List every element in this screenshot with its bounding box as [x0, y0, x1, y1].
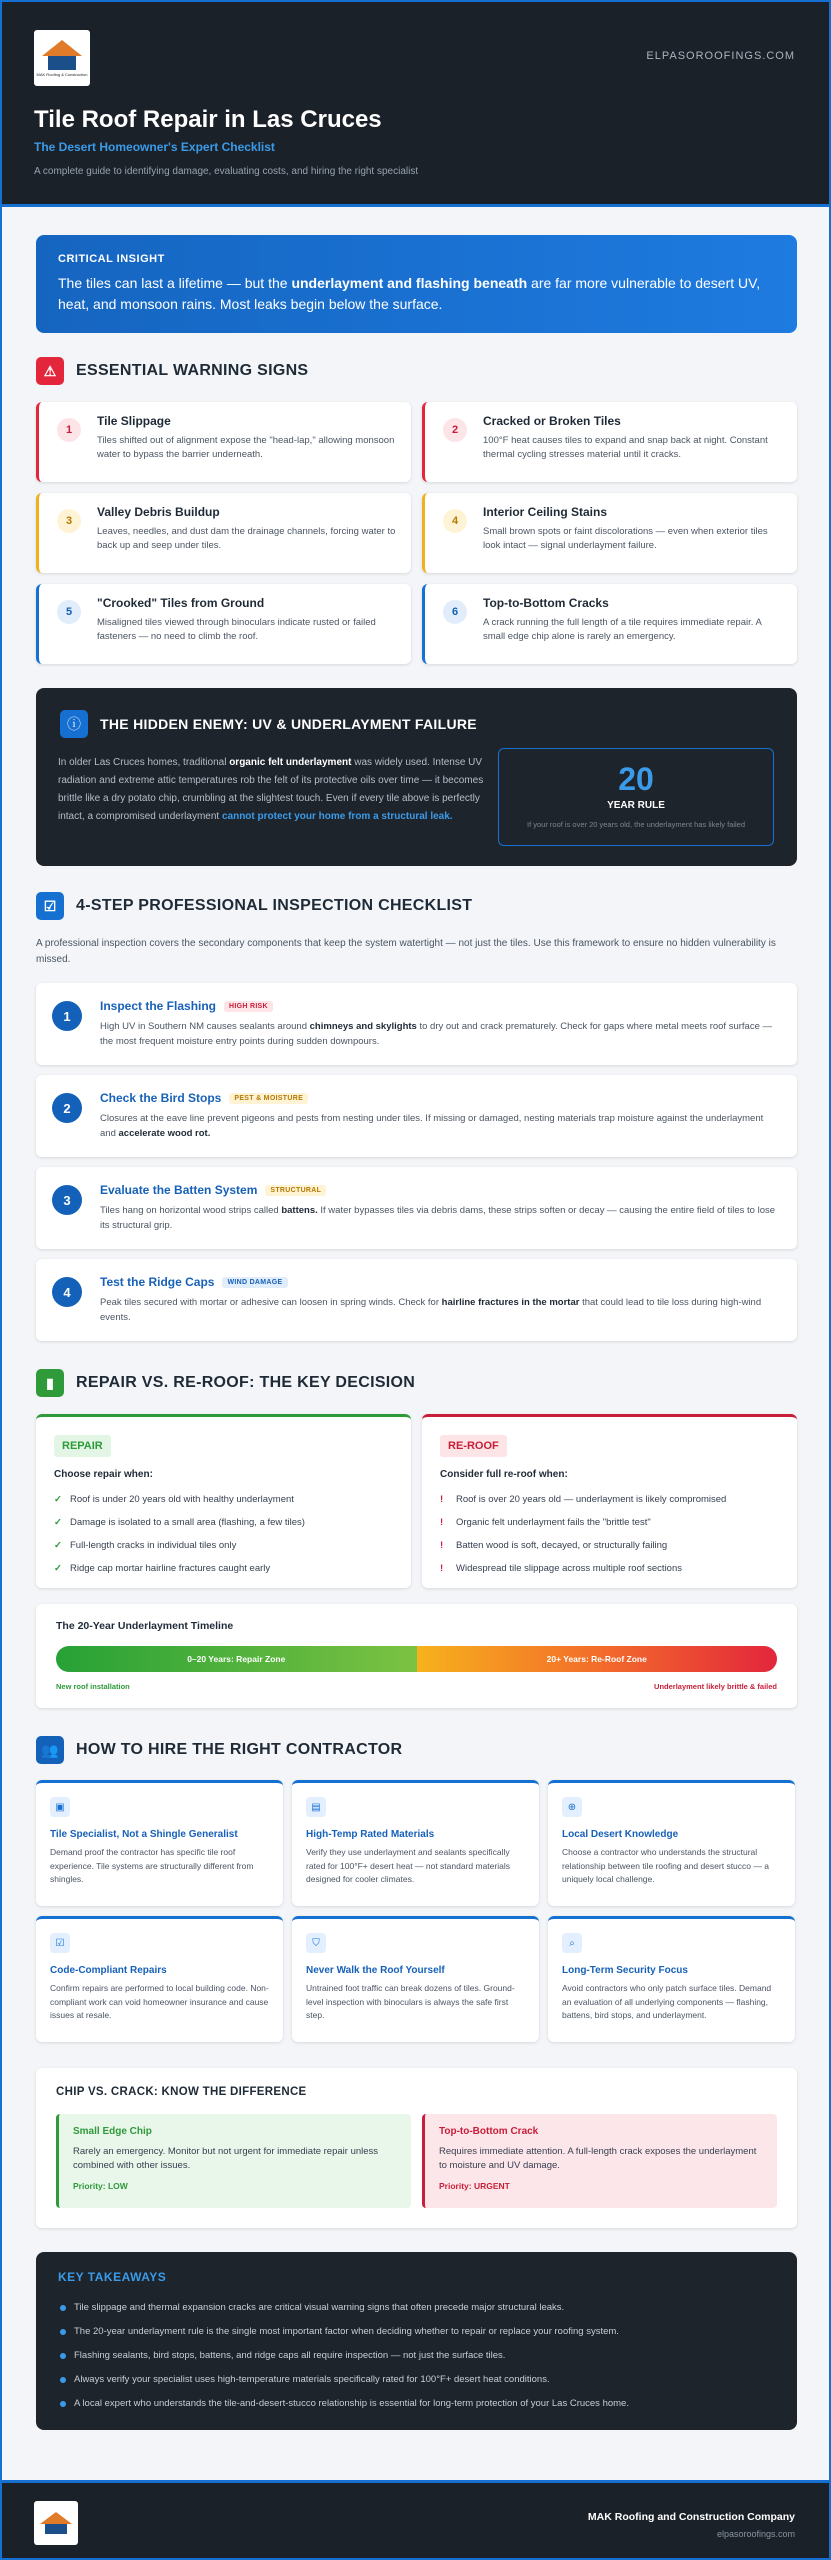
repair-criterion: ✓ Roof is under 20 years old with healthy underlayment	[54, 1488, 393, 1511]
year-rule-number: 20	[618, 761, 654, 797]
repair-zone-segment: 0–20 Years: Repair Zone	[56, 1646, 417, 1672]
footer	[2, 2480, 829, 2560]
contractor-tip-desc: Untrained foot traffic can break dozens of tiles. Ground-level inspection with binoculars is always the safe first step.	[306, 1983, 515, 2020]
warning-card	[422, 493, 797, 573]
timeline-end-label: Underlayment likely brittle & failed	[654, 1682, 777, 1691]
warning-desc: Small brown spots or faint discolorations — even when exterior tiles look intact — signal underlayment failure.	[483, 526, 768, 551]
step-desc: Peak tiles secured with mortar or adhesive can loosen in spring winds. Check for hairline fractures in the mortar that could lead to tile loss during high-wind events.	[100, 1297, 762, 1323]
contractor-tip-desc: Verify they use underlayment and sealants specifically rated for 100°F+ desert heat — not standard materials designed for cooler climates.	[306, 1847, 510, 1884]
timeline-bar	[56, 1646, 777, 1672]
warning-number: 2	[443, 418, 467, 442]
footer-logo[interactable]	[34, 2501, 78, 2545]
warning-card	[36, 584, 411, 664]
inspection-step	[36, 1167, 797, 1249]
contractor-tip-title: Long-Term Security Focus	[562, 1965, 688, 1976]
hidden-enemy-title: THE HIDDEN ENEMY: UV & UNDERLAYMENT FAILURE	[100, 716, 477, 732]
footer-url[interactable]: elpasoroofings.com	[716, 2529, 795, 2539]
check-icon: ✓	[54, 1494, 62, 1505]
warning-card	[422, 402, 797, 482]
warning-title: Top-to-Bottom Cracks	[483, 596, 609, 610]
warning-desc: Leaves, needles, and dust dam the drainage channels, forcing water to back up and seep under tiles.	[97, 526, 396, 551]
exclamation-icon: !	[440, 1563, 444, 1574]
header	[2, 2, 829, 207]
reroof-subtitle: Consider full re-roof when:	[440, 1469, 568, 1480]
critical-insight-banner	[36, 235, 797, 333]
decision-section-title: REPAIR VS. RE-ROOF: THE KEY DECISION	[76, 1374, 416, 1391]
checklist-section-title: 4-STEP PROFESSIONAL INSPECTION CHECKLIST	[76, 897, 473, 914]
page-subtitle: The Desert Homeowner's Expert Checklist	[34, 140, 275, 154]
reroof-criterion: ! Widespread tile slippage across multiple roof sections	[440, 1557, 779, 1580]
check-icon: ✓	[54, 1517, 62, 1528]
crack-box	[422, 2114, 777, 2208]
warning-number: 1	[57, 418, 81, 442]
step-desc: High UV in Southern NM causes sealants around chimneys and skylights to dry out and crack prematurely. Check for gaps where metal meets roof surface — the most frequent moisture entry points during sudden downpours.	[100, 1021, 772, 1047]
chip-vs-crack-panel	[36, 2068, 797, 2228]
takeaway-item: Tile slippage and thermal expansion cracks are critical visual warning signs that often precede major structural leaks.	[58, 2296, 775, 2320]
chip-vs-crack-title: CHIP VS. CRACK: KNOW THE DIFFERENCE	[56, 2086, 307, 2098]
edge-chip-priority: Priority: LOW	[73, 2181, 128, 2191]
warning-card	[36, 402, 411, 482]
warning-card	[36, 493, 411, 573]
contractor-tip-card	[36, 1916, 283, 2042]
check-icon: ✓	[54, 1540, 62, 1551]
warning-number: 4	[443, 509, 467, 533]
step-title: Evaluate the Batten System STRUCTURAL	[100, 1183, 777, 1197]
takeaway-item: Flashing sealants, bird stops, battens, and ridge caps all require inspection — not just the surface tiles.	[58, 2344, 775, 2368]
contractor-tip-desc: Avoid contractors who only patch surface tiles. Demand an evaluation of all underlying components — flashing, battens, bird stops, and underlayment.	[562, 1983, 772, 2020]
bar-chart-icon: ▮	[36, 1369, 64, 1397]
step-tag: STRUCTURAL	[265, 1185, 326, 1196]
inspection-step	[36, 983, 797, 1065]
warning-desc: Tiles shifted out of alignment expose the "head-lap," allowing monsoon water to bypass the barrier underneath.	[97, 435, 395, 460]
takeaway-item: A local expert who understands the tile-and-desert-stucco relationship is essential for long-term protection of your Las Cruces home.	[58, 2392, 775, 2416]
step-number: 2	[52, 1093, 82, 1123]
year-rule-note: If your roof is over 20 years old, the underlayment has likely failed	[526, 820, 746, 829]
contractor-tip-desc: Confirm repairs are performed to local building code. Non-compliant work can void homeowner insurance and cause issues at resale.	[50, 1983, 269, 2020]
repair-criterion: ✓ Full-length cracks in individual tiles only	[54, 1534, 393, 1557]
step-title: Check the Bird Stops PEST & MOISTURE	[100, 1091, 777, 1105]
badge-icon: ▣	[50, 1797, 70, 1817]
site-url[interactable]: ELPASOROOFINGS.COM	[646, 50, 795, 62]
timeline-start-label: New roof installation	[56, 1682, 130, 1691]
document-icon: ▤	[306, 1797, 326, 1817]
warning-number: 6	[443, 600, 467, 624]
edge-chip-desc: Rarely an emergency. Monitor but not urgent for immediate repair unless combined with other issues.	[73, 2146, 379, 2171]
contractor-tip-title: High-Temp Rated Materials	[306, 1829, 435, 1840]
step-tag: WIND DAMAGE	[222, 1277, 287, 1288]
check-icon: ✓	[54, 1563, 62, 1574]
checkbox-icon: ☑	[36, 892, 64, 920]
contractor-tip-title: Tile Specialist, Not a Shingle Generalist	[50, 1829, 238, 1840]
step-number: 4	[52, 1277, 82, 1307]
takeaway-item: Always verify your specialist uses high-temperature materials specifically rated for 100°F+ desert heat conditions.	[58, 2368, 775, 2392]
takeaways-title: KEY TAKEAWAYS	[58, 2270, 167, 2284]
contractor-tip-desc: Choose a contractor who understands the structural relationship between tile roofing and desert stucco — a uniquely local challenge.	[562, 1847, 769, 1884]
hidden-enemy-text: In older Las Cruces homes, traditional organic felt underlayment was widely used. Intense UV radiation and extreme attic temperatures rob the felt of its protective oils over time — it becomes brittle like a dry potato chip, crumbling at the slightest touch. Even if every tile above is perfectly intact, a compromised underlayment cannot protect your home from a structural leak.	[58, 757, 484, 822]
checklist-intro: A professional inspection covers the secondary components that keep the system watertight — not just the tiles. Use this framework to ensure no hidden vulnerability is missed.	[36, 938, 776, 965]
reroof-criterion: ! Batten wood is soft, decayed, or structurally failing	[440, 1534, 779, 1557]
contractor-section-header	[36, 1736, 402, 1764]
edge-chip-box	[56, 2114, 411, 2208]
check-square-icon: ☑	[50, 1933, 70, 1953]
warning-title: "Crooked" Tiles from Ground	[97, 596, 265, 610]
search-icon: ⌕	[562, 1933, 582, 1953]
footer-company: MAK Roofing and Construction Company	[587, 2511, 795, 2523]
inspection-step	[36, 1075, 797, 1157]
contractor-tip-title: Never Walk the Roof Yourself	[306, 1965, 445, 1976]
exclamation-icon: !	[440, 1540, 444, 1551]
decision-section-header	[36, 1369, 415, 1397]
warning-card	[422, 584, 797, 664]
warning-title: Cracked or Broken Tiles	[483, 414, 621, 428]
step-tag: HIGH RISK	[224, 1001, 273, 1012]
step-title: Test the Ridge Caps WIND DAMAGE	[100, 1275, 777, 1289]
warning-desc: 100°F heat causes tiles to expand and snap back at night. Constant thermal cycling stresses material until it cracks.	[483, 435, 768, 460]
crack-priority: Priority: URGENT	[439, 2181, 510, 2191]
repair-criterion: ✓ Damage is isolated to a small area (flashing, a few tiles)	[54, 1511, 393, 1534]
step-number: 3	[52, 1185, 82, 1215]
checklist-section-header	[36, 892, 472, 920]
year-rule-box	[498, 748, 774, 846]
contractor-tip-title: Local Desert Knowledge	[562, 1829, 679, 1840]
edge-chip-title: Small Edge Chip	[73, 2126, 152, 2137]
contractor-tip-card	[548, 1916, 795, 2042]
year-rule-label: YEAR RULE	[607, 800, 665, 811]
step-desc: Closures at the eave line prevent pigeons and pests from nesting under tiles. If missing or damaged, nesting materials trap moisture against the underlayment and accelerate wood rot.	[100, 1113, 764, 1139]
warning-desc: Misaligned tiles viewed through binoculars indicate rusted or failed fasteners — no need to climb the roof.	[97, 617, 376, 642]
takeaway-item: The 20-year underlayment rule is the single most important factor when deciding whether to repair or replace your roofing system.	[58, 2320, 775, 2344]
warning-icon: ⚠	[36, 357, 64, 385]
repair-column	[36, 1414, 411, 1588]
step-desc: Tiles hang on horizontal wood strips called battens. If water bypasses tiles via debris dams, these strips soften or decay — causing the entire field of tiles to lose its structural grip.	[100, 1205, 776, 1231]
reroof-criterion: ! Roof is over 20 years old — underlayment is likely compromised	[440, 1488, 779, 1511]
crack-title: Top-to-Bottom Crack	[439, 2126, 539, 2137]
hidden-enemy-panel	[36, 688, 797, 866]
inspection-step	[36, 1259, 797, 1341]
reroof-badge: RE-ROOF	[440, 1435, 507, 1457]
contractor-tip-card	[292, 1916, 539, 2042]
warning-desc: A crack running the full length of a tile requires immediate repair. A small edge chip alone is rarely an emergency.	[483, 617, 762, 642]
contractor-tip-card	[36, 1780, 283, 1906]
plus-circle-icon: ⊕	[562, 1797, 582, 1817]
warning-title: Valley Debris Buildup	[97, 505, 220, 519]
company-logo[interactable]: MAK Roofing & Construction	[34, 30, 90, 86]
underlayment-timeline	[36, 1604, 797, 1708]
reroof-column	[422, 1414, 797, 1588]
crack-desc: Requires immediate attention. A full-length crack exposes the underlayment to moisture and UV damage.	[439, 2146, 757, 2171]
repair-subtitle: Choose repair when:	[54, 1469, 153, 1480]
warning-title: Interior Ceiling Stains	[483, 505, 608, 519]
warning-number: 3	[57, 509, 81, 533]
warning-title: Tile Slippage	[97, 414, 171, 428]
key-takeaways-panel	[36, 2252, 797, 2430]
contractor-section-title: HOW TO HIRE THE RIGHT CONTRACTOR	[76, 1741, 403, 1758]
contractor-tip-card	[292, 1780, 539, 1906]
exclamation-icon: !	[440, 1517, 444, 1528]
reroof-criterion: ! Organic felt underlayment fails the "brittle test"	[440, 1511, 779, 1534]
contractor-tip-desc: Demand proof the contractor has specific tile roof experience. Tile systems are structurally different from shingles.	[50, 1847, 254, 1884]
step-title: Inspect the Flashing HIGH RISK	[100, 999, 777, 1013]
warning-section-title: ESSENTIAL WARNING SIGNS	[76, 362, 309, 379]
repair-criterion: ✓ Ridge cap mortar hairline fractures caught early	[54, 1557, 393, 1580]
page-title: Tile Roof Repair in Las Cruces	[34, 106, 382, 133]
repair-badge: REPAIR	[54, 1435, 111, 1457]
warning-number: 5	[57, 600, 81, 624]
warning-section-header	[36, 357, 308, 385]
exclamation-icon: !	[440, 1494, 444, 1505]
info-icon: ⓘ	[60, 710, 88, 738]
shield-icon: ⛉	[306, 1933, 326, 1953]
reroof-zone-segment: 20+ Years: Re-Roof Zone	[417, 1646, 778, 1672]
contractor-tip-card	[548, 1780, 795, 1906]
contractor-tip-title: Code-Compliant Repairs	[50, 1965, 167, 1976]
timeline-title: The 20-Year Underlayment Timeline	[56, 1620, 234, 1632]
insight-label: CRITICAL INSIGHT	[58, 253, 165, 265]
insight-text: The tiles can last a lifetime — but the underlayment and flashing beneath are far more vulnerable to desert UV, heat, and monsoon rains. Most leaks begin below the surface.	[58, 275, 761, 312]
step-number: 1	[52, 1001, 82, 1031]
people-icon: 👥	[36, 1736, 64, 1764]
page-tagline: A complete guide to identifying damage, evaluating costs, and hiring the right specialist	[34, 166, 419, 177]
step-tag: PEST & MOISTURE	[229, 1093, 308, 1104]
